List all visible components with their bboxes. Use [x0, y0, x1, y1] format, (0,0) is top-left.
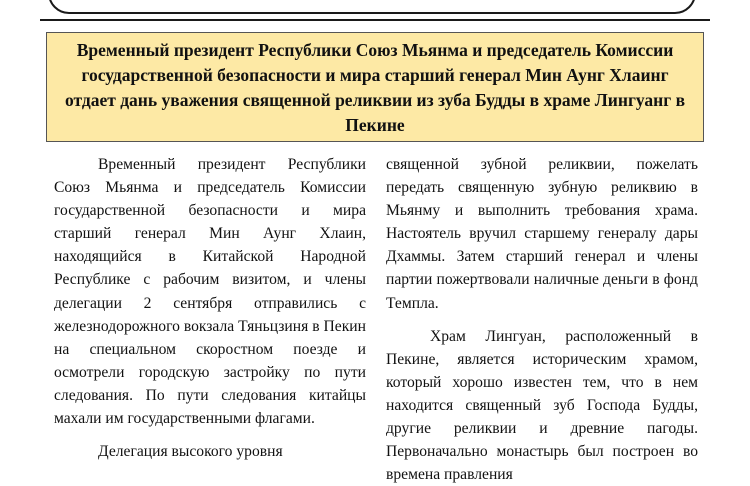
article-column-right	[386, 153, 698, 486]
header-rule	[40, 19, 710, 21]
article-column-left	[54, 153, 366, 463]
headline-box	[46, 32, 704, 142]
headline: Временный президент Республики Союз Мьянма и председатель Комиссии государственной безопасности и мира старший генерал Мин Аунг Хлаинг отдает дань уважения священной реликвии из зуба Будды в храме Лингуанг в Пекине	[64, 40, 686, 135]
article-paragraph: Делегация высокого уровня	[98, 443, 283, 461]
article-paragraph: Храм Лингуан, расположенный в Пекине, является историческим храмом, который хорошо известен тем, что в нем находится священный зуб Господа Будды, другие реликвии и древние пагоды. Первоначально монастырь был построен во времена правления	[386, 327, 698, 484]
header-frame	[48, 0, 696, 14]
article-paragraph: Временный президент Республики Союз Мьянма и председатель Комиссии государственной безопасности и мира старший генерал Мин Аунг Хлаин, находящийся в Китайской Народной Республике с рабочим визитом, и члены делегации 2 сентября отправились с железнодорожного вокзала Тяньцзиня в Пекин на специальном скоростном поезде и осмотрели городскую застройку по пути следования. По пути следования китайцы махали им государственными флагами.	[54, 156, 366, 428]
article-paragraph: священной зубной реликвии, пожелать передать священную зубную реликвию в Мьянму и выполнить требования храма. Настоятель вручил старшему генералу дары Дхаммы. Затем старший генерал и члены партии пожертвовали наличные деньги в фонд Темпла.	[386, 156, 698, 312]
